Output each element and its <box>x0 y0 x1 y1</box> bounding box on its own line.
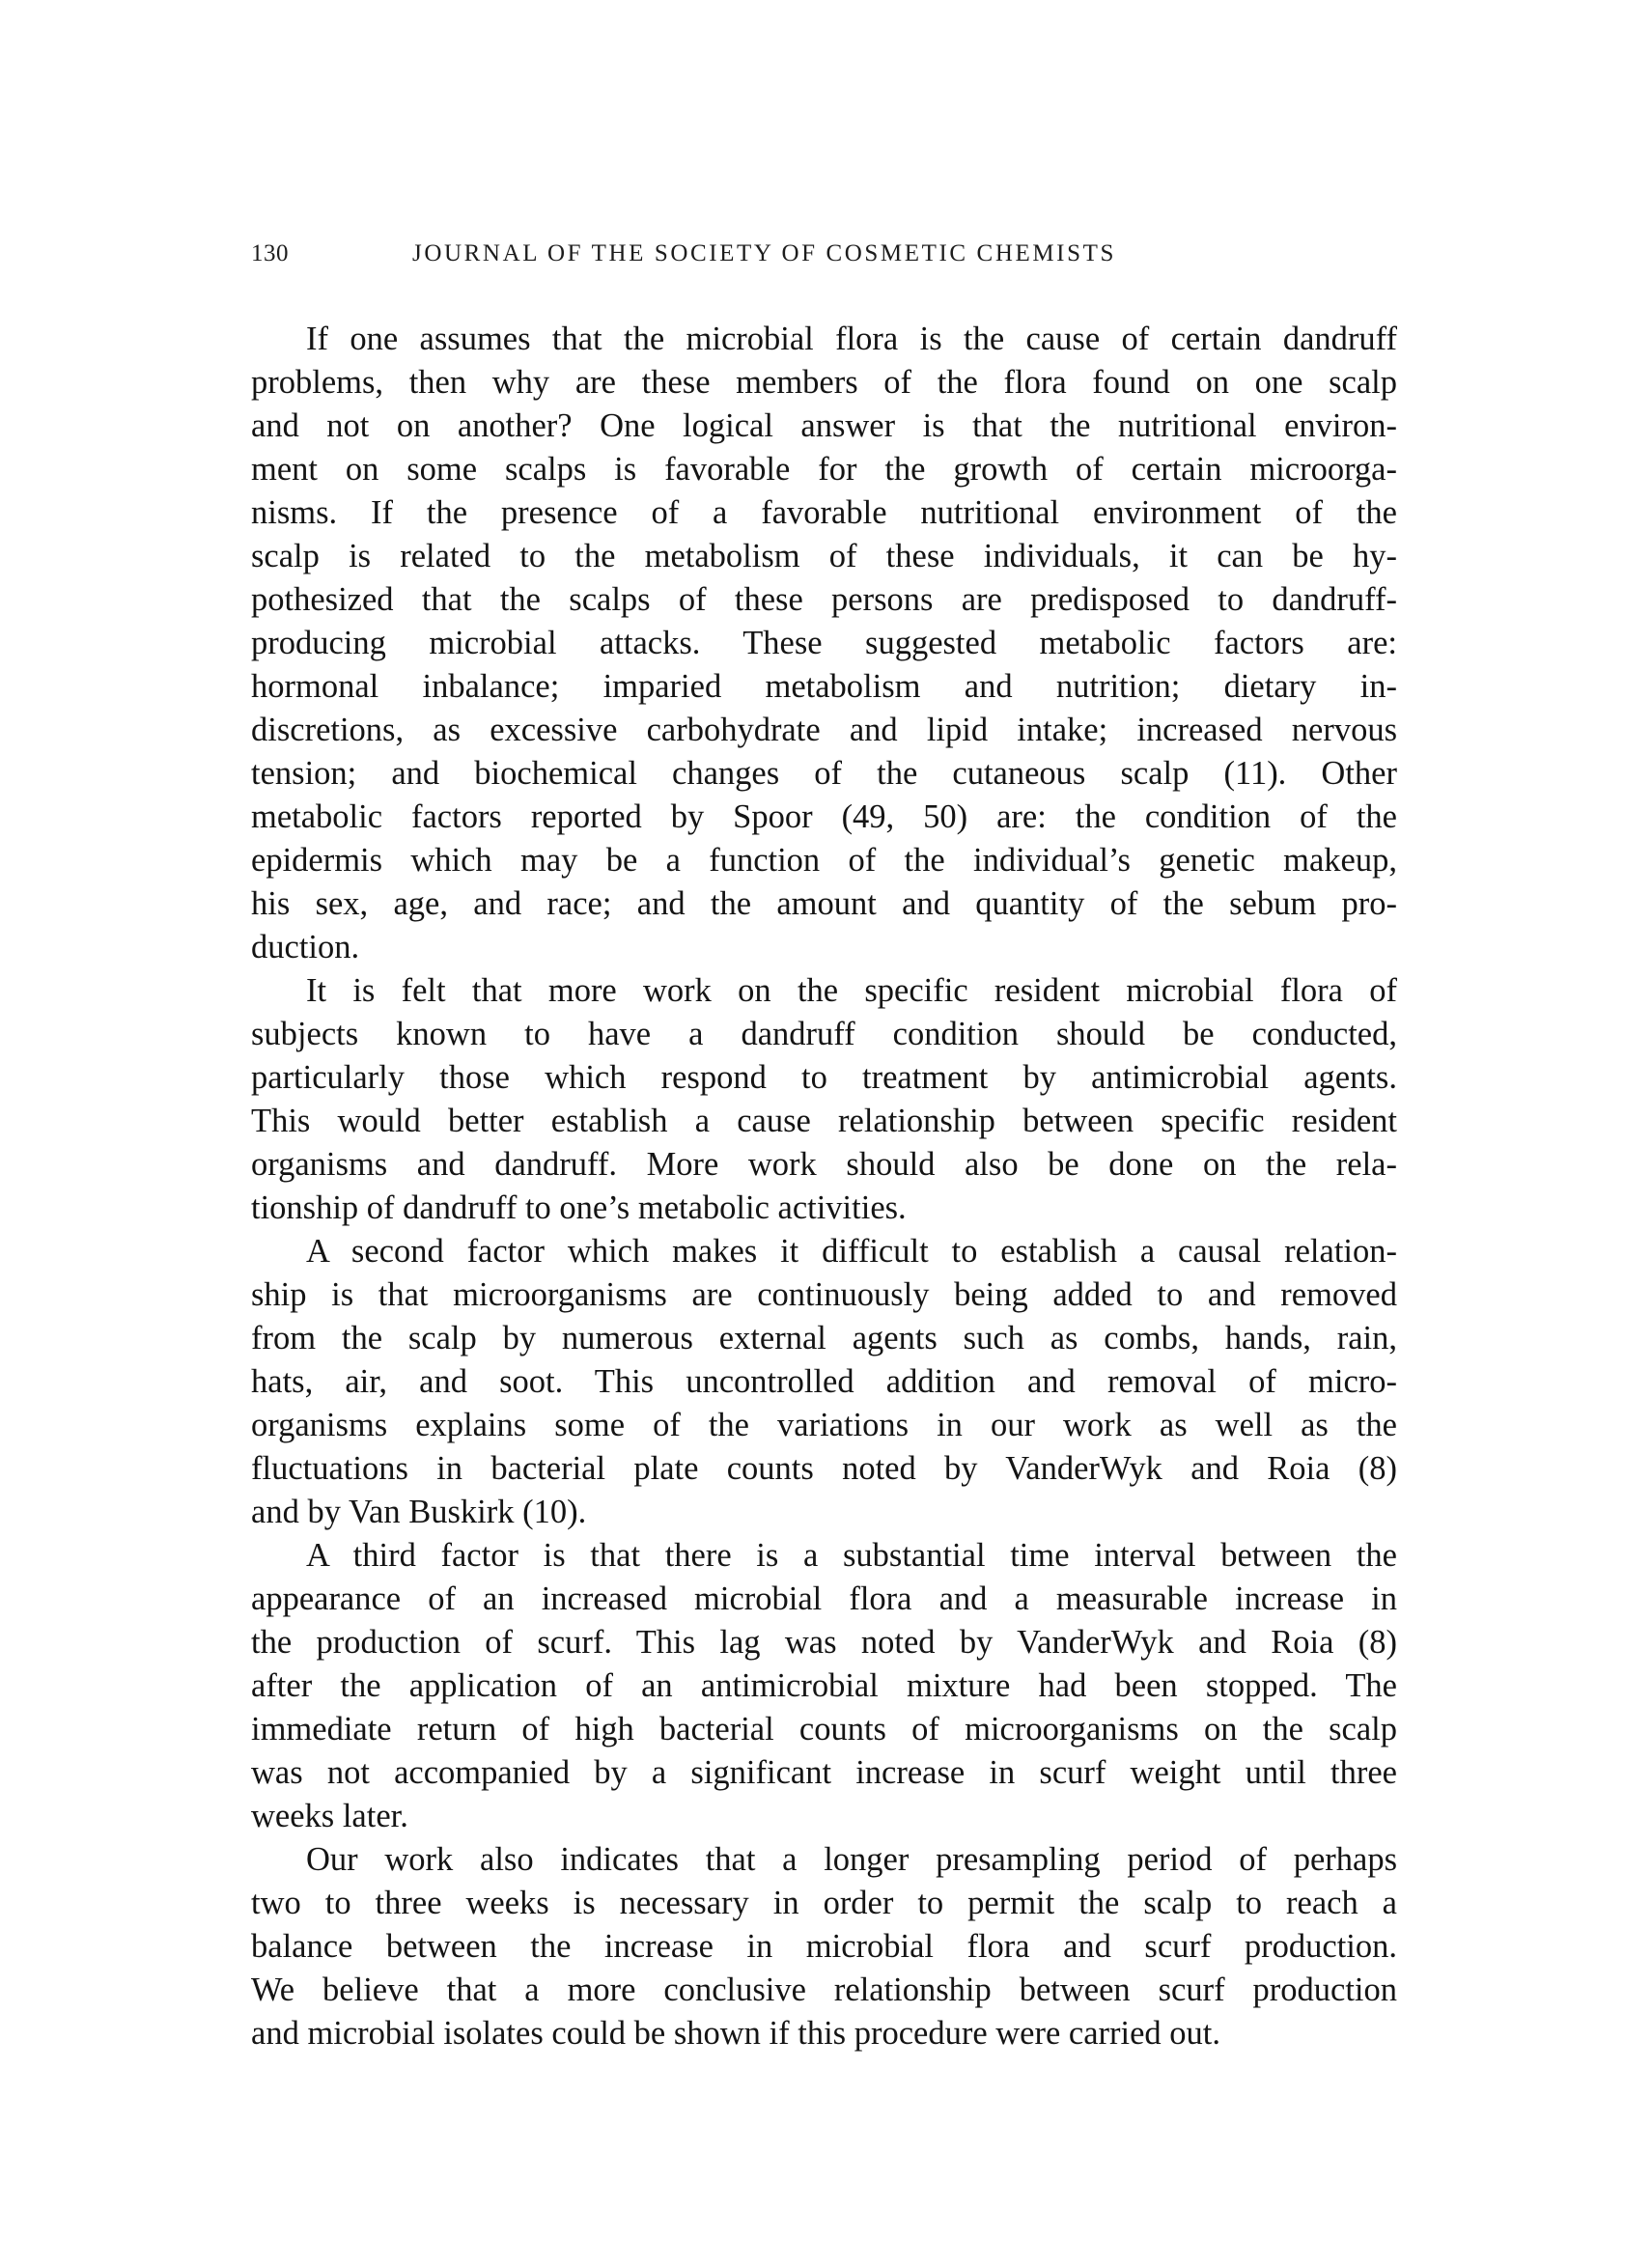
text-line: weeks later. <box>251 1798 408 1834</box>
text-line: immediate return of high bacterial counts of microorganisms on the scalp <box>251 1711 1397 1748</box>
text-line: scalp is related to the metabolism of these individuals, it can be hy- <box>251 538 1397 574</box>
text-line: organisms explains some of the variations in our work as well as the <box>251 1407 1397 1443</box>
paragraph-3 <box>251 1230 1397 1534</box>
text-line: duction. <box>251 929 360 965</box>
text-line: and by Van Buskirk (10). <box>251 1494 587 1530</box>
text-line: nisms. If the presence of a favorable nutritional environment of the <box>251 494 1397 531</box>
text-line: If one assumes that the microbial flora is the cause of certain dandruff <box>306 321 1397 357</box>
text-line: We believe that a more conclusive relationship between scurf production <box>251 1971 1397 2008</box>
text-line: This would better establish a cause relationship between specific resident <box>251 1103 1397 1139</box>
text-line: fluctuations in bacterial plate counts noted by VanderWyk and Roia (8) <box>251 1450 1397 1487</box>
body-text <box>251 318 1397 2055</box>
text-line: balance between the increase in microbial flora and scurf production. <box>251 1928 1397 1965</box>
text-line: metabolic factors reported by Spoor (49, 50) are: the condition of the <box>251 798 1397 835</box>
page-number: 130 <box>251 240 289 266</box>
text-line: epidermis which may be a function of the individual’s genetic makeup, <box>251 842 1397 879</box>
text-line: tension; and biochemical changes of the cutaneous scalp (11). Other <box>251 755 1397 792</box>
text-line: hormonal inbalance; imparied metabolism and nutrition; dietary in- <box>251 668 1397 705</box>
text-line: particularly those which respond to treatment by antimicrobial agents. <box>251 1059 1397 1096</box>
text-line: pothesized that the scalps of these persons are predisposed to dandruff- <box>251 581 1397 618</box>
text-line: problems, then why are these members of the flora found on one scalp <box>251 364 1397 401</box>
text-line: and not on another? One logical answer is that the nutritional environ- <box>251 407 1397 444</box>
paragraph-4 <box>251 1534 1397 1838</box>
text-line: from the scalp by numerous external agents such as combs, hands, rain, <box>251 1320 1397 1356</box>
text-line: A third factor is that there is a substantial time interval between the <box>306 1537 1397 1574</box>
text-line: discretions, as excessive carbohydrate and lipid intake; increased nervous <box>251 712 1397 748</box>
text-line: organisms and dandruff. More work should also be done on the rela- <box>251 1146 1397 1183</box>
text-line: subjects known to have a dandruff condition should be conducted, <box>251 1016 1397 1052</box>
text-line: ment on some scalps is favorable for the growth of certain microorga- <box>251 451 1397 488</box>
text-line: producing microbial attacks. These suggested metabolic factors are: <box>251 625 1397 661</box>
text-line: was not accompanied by a significant increase in scurf weight until three <box>251 1754 1397 1791</box>
text-line: his sex, age, and race; and the amount and quantity of the sebum pro- <box>251 885 1397 922</box>
text-line: A second factor which makes it difficult to establish a causal relation- <box>306 1233 1397 1270</box>
text-line: Our work also indicates that a longer presampling period of perhaps <box>306 1841 1397 1878</box>
text-line: after the application of an antimicrobial mixture had been stopped. The <box>251 1667 1397 1704</box>
text-line: and microbial isolates could be shown if this procedure were carried out. <box>251 2015 1221 2052</box>
paragraph-2 <box>251 969 1397 1230</box>
text-line: two to three weeks is necessary in order to permit the scalp to reach a <box>251 1885 1397 1921</box>
text-line: tionship of dandruff to one’s metabolic activities. <box>251 1189 907 1226</box>
text-line: ship is that microorganisms are continuously being added to and removed <box>251 1276 1397 1313</box>
text-line: the production of scurf. This lag was noted by VanderWyk and Roia (8) <box>251 1624 1397 1661</box>
text-line: It is felt that more work on the specific resident microbial flora of <box>306 972 1397 1009</box>
text-line: appearance of an increased microbial flora and a measurable increase in <box>251 1580 1397 1617</box>
journal-title: JOURNAL OF THE SOCIETY OF COSMETIC CHEMISTS <box>412 240 1116 266</box>
running-head <box>251 238 1397 270</box>
text-line: hats, air, and soot. This uncontrolled addition and removal of micro- <box>251 1363 1397 1400</box>
paragraph-1 <box>251 318 1397 969</box>
paragraph-5 <box>251 1838 1397 2055</box>
